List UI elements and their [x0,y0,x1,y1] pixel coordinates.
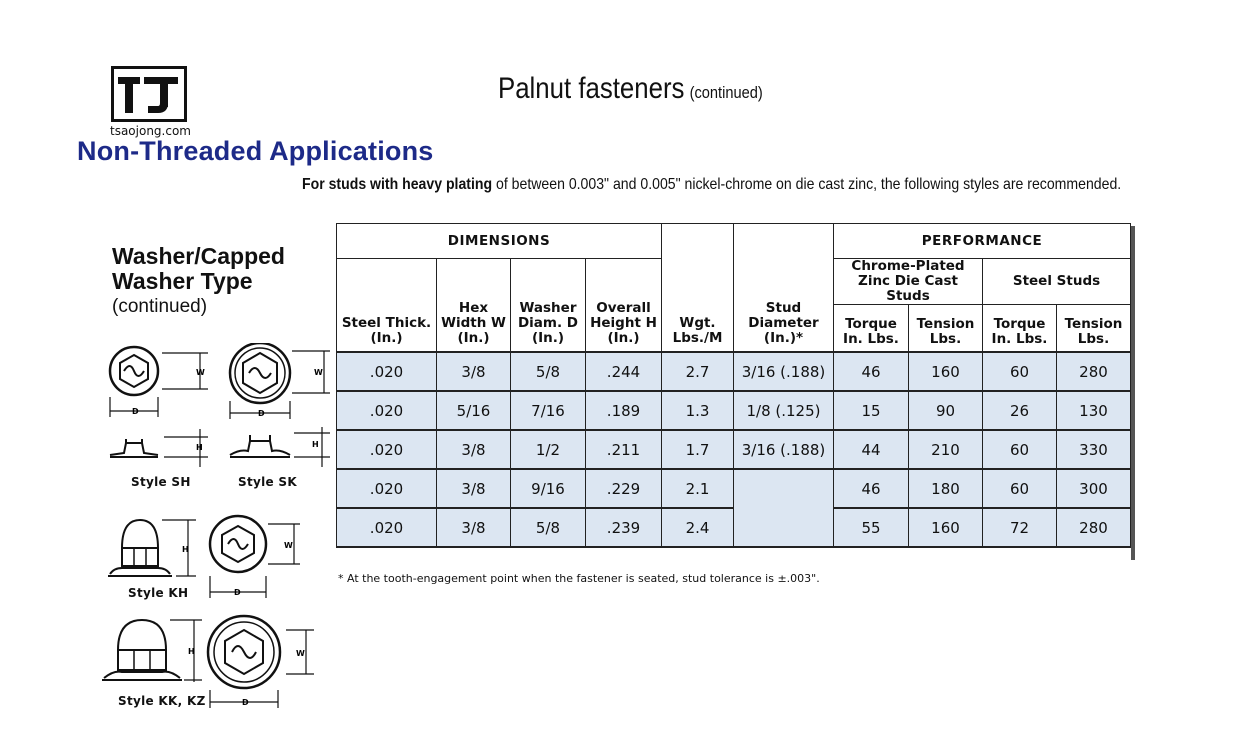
cell-torque-chrome: 15 [834,391,909,430]
cell-wgt: 2.4 [662,508,734,547]
dim-d-label: D [242,698,249,707]
cell-tension-steel: 280 [1057,352,1131,391]
col-header-tension-steel: Tension Lbs. [1057,305,1131,353]
type-title [112,244,285,294]
cell-washer-diam: 9/16 [511,469,586,508]
cell-torque-steel: 60 [983,469,1057,508]
page-title [498,72,763,106]
cell-overall-height: .189 [586,391,662,430]
cell-stud-diameter: 1/8 (.125) [734,391,834,430]
cell-tension-chrome: 180 [909,469,983,508]
style-sh-top-view-drawing [104,345,212,420]
dim-h-label: H [312,440,319,449]
cell-washer-diam: 5/8 [511,508,586,547]
cell-overall-height: .229 [586,469,662,508]
cell-steel-thick: .020 [337,391,437,430]
style-kk-top-view-drawing [206,614,316,710]
style-sk-top-view-drawing [226,343,332,420]
table-row [337,391,1131,430]
dim-h-label: H [188,647,195,656]
steel-studs-subheader: Steel Studs [983,259,1131,305]
cell-overall-height: .244 [586,352,662,391]
style-kk-side-view-drawing [100,612,204,688]
page-title-sub: (continued) [689,83,763,102]
table-row [337,430,1131,469]
cell-steel-thick: .020 [337,430,437,469]
intro-bold: For studs with heavy plating [302,176,493,193]
col-header-stud-diameter: Stud Diameter (In.)* [734,224,834,353]
cell-hex-width: 5/16 [437,391,511,430]
cell-hex-width: 3/8 [437,469,511,508]
cell-washer-diam: 5/8 [511,352,586,391]
table-shadow [1131,226,1135,560]
cell-torque-steel: 60 [983,430,1057,469]
style-sh-side-view-drawing [104,425,212,470]
cell-hex-width: 3/8 [437,352,511,391]
style-kh-side-view-drawing [104,514,200,580]
style-sh-label: Style SH [131,475,191,489]
cell-steel-thick: .020 [337,352,437,391]
cell-wgt: 2.1 [662,469,734,508]
dim-w-label: W [196,368,205,377]
cell-tension-steel: 330 [1057,430,1131,469]
type-title-line2: Washer Type [112,268,253,294]
type-title-line1: Washer/Capped [112,243,285,269]
cell-torque-chrome: 46 [834,469,909,508]
cell-torque-steel: 60 [983,352,1057,391]
performance-group-header: PERFORMANCE [834,224,1131,259]
cell-tension-steel: 300 [1057,469,1131,508]
col-header-overall-height: Overall Height H (In.) [586,259,662,353]
style-kh-top-view-drawing [204,514,304,600]
dim-d-label: D [132,407,139,416]
cell-overall-height: .211 [586,430,662,469]
dim-h-label: H [196,443,203,452]
style-sk-label: Style SK [238,475,297,489]
cell-hex-width: 3/8 [437,430,511,469]
table-footnote: * At the tooth-engagement point when the fastener is seated, stud tolerance is ±.003". [338,572,820,585]
cell-stud-diameter: 3/16 (.188) [734,352,834,391]
cell-wgt: 1.7 [662,430,734,469]
cell-tension-chrome: 160 [909,508,983,547]
cell-washer-diam: 7/16 [511,391,586,430]
dim-w-label: W [314,368,323,377]
cell-torque-chrome: 55 [834,508,909,547]
col-header-torque-chrome: Torque In. Lbs. [834,305,909,353]
col-header-wgt: Wgt. Lbs./M [662,224,734,353]
cell-steel-thick: .020 [337,508,437,547]
style-kk-label: Style KK, KZ [118,694,206,708]
style-sk-side-view-drawing [226,425,332,470]
table-row [337,352,1131,391]
cell-tension-steel: 280 [1057,508,1131,547]
chrome-studs-subheader: Chrome-Plated Zinc Die Cast Studs [834,259,983,305]
cell-steel-thick: .020 [337,469,437,508]
cell-wgt: 1.3 [662,391,734,430]
table-row [337,469,1131,508]
cell-tension-chrome: 90 [909,391,983,430]
intro-text [302,176,1121,194]
page-title-main: Palnut fasteners [498,72,685,105]
cell-torque-steel: 72 [983,508,1057,547]
cell-torque-steel: 26 [983,391,1057,430]
section-title: Non-Threaded Applications [77,136,434,166]
spec-table [336,223,1131,548]
col-header-tension-chrome: Tension Lbs. [909,305,983,353]
col-header-torque-steel: Torque In. Lbs. [983,305,1057,353]
cell-tension-steel: 130 [1057,391,1131,430]
cell-tension-chrome: 210 [909,430,983,469]
dim-w-label: W [284,541,293,550]
dim-d-label: D [234,588,241,597]
cell-torque-chrome: 44 [834,430,909,469]
style-kh-label: Style KH [128,586,189,600]
cell-torque-chrome: 46 [834,352,909,391]
dim-h-label: H [182,545,189,554]
cell-stud-diameter [734,469,834,547]
dimensions-group-header: DIMENSIONS [337,224,662,259]
logo-site-text: tsaojong.com [110,124,191,138]
cell-overall-height: .239 [586,508,662,547]
cell-washer-diam: 1/2 [511,430,586,469]
cell-tension-chrome: 160 [909,352,983,391]
cell-wgt: 2.7 [662,352,734,391]
col-header-washer-diam: Washer Diam. D (In.) [511,259,586,353]
intro-rest: of between 0.003" and 0.005" nickel-chrome on die cast zinc, the following styles are recommended. [492,176,1122,193]
cell-stud-diameter: 3/16 (.188) [734,430,834,469]
col-header-hex-width: Hex Width W (In.) [437,259,511,353]
cell-hex-width: 3/8 [437,508,511,547]
type-subtitle: (continued) [112,296,208,317]
col-header-steel-thick: Steel Thick. (In.) [337,259,437,353]
dim-w-label: W [296,649,305,658]
company-logo [111,66,187,122]
dim-d-label: D [258,409,265,418]
tj-logo-mark [114,69,184,119]
